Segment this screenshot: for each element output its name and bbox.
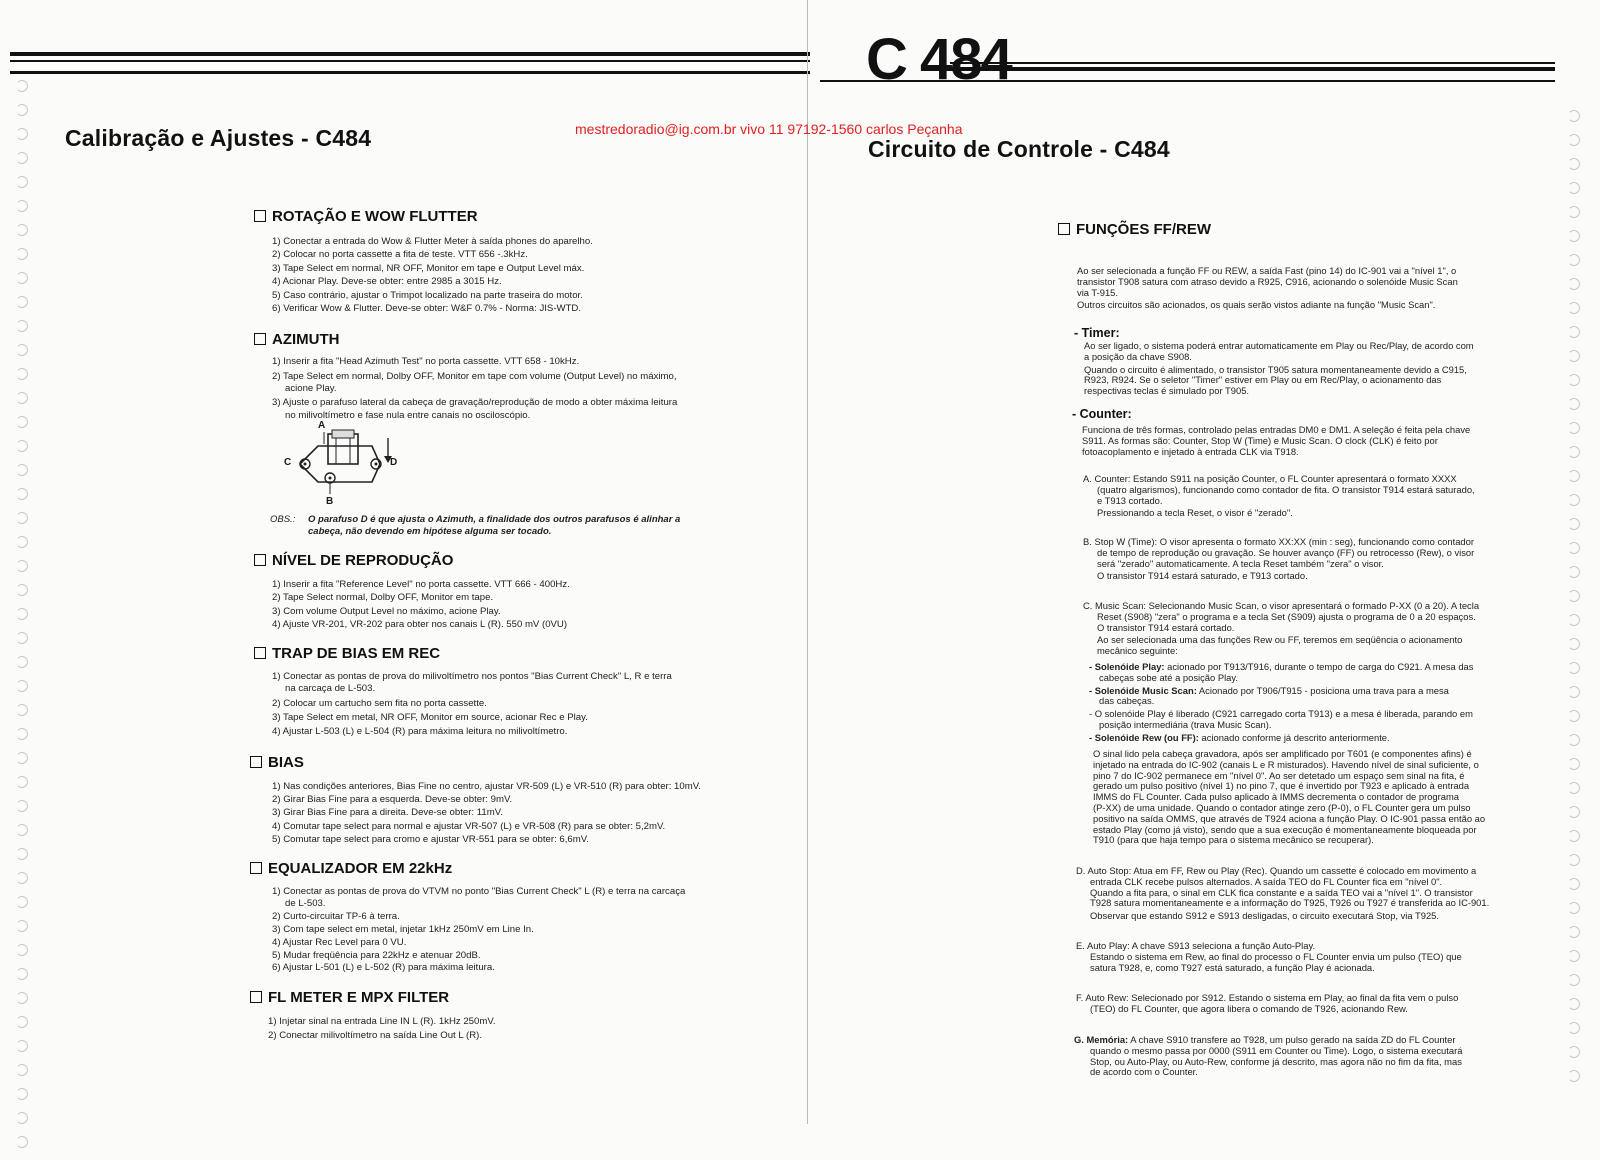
diagram-label-a: A (318, 419, 326, 431)
checkbox-icon (254, 647, 266, 659)
obs-label: OBS.: (270, 513, 296, 525)
section-heading: AZIMUTH (254, 331, 774, 348)
list-item: 2) Girar Bias Fine para a esquerda. Deve-se obter: 9mV. (272, 793, 513, 805)
list-item: 6) Ajustar L-501 (L) e L-502 (R) para máxima leitura. (272, 962, 495, 974)
list-item: 2) Colocar um cartucho sem fita no porta cassette. (272, 698, 487, 710)
timer-paragraph: Ao ser ligado, o sistema poderá entrar automaticamente em Play ou Rec/Play, de acordo com a posição da chave S908. Quando o circuito é alimentado, o transistor T905 satura momentaneamente devido a C915, R923, R924. Se o seletor "Timer" estiver em Play ou em Rec/Play, o acionamento das respectivas teclas é simulado por T905. (1084, 340, 1474, 397)
section-heading: NÍVEL DE REPRODUÇÃO (254, 552, 774, 569)
list-item: 6) Verificar Wow & Flutter. Deve-se obter: W&F 0.7% - Norma: JIS-WTD. (272, 303, 582, 315)
list-item: 2) Colocar no porta cassette a fita de teste. VTT 656 -.3kHz. (272, 249, 528, 261)
list-item: 3) Girar Bias Fine para a direita. Deve-se obter: 11mV. (272, 807, 503, 819)
item-g-label: G. Memória: (1074, 1034, 1129, 1045)
diagram-label-b: B (326, 495, 334, 507)
obs-note (270, 514, 774, 538)
section-heading: TRAP DE BIAS EM REC (254, 645, 774, 662)
brand-logo-text: C 484 (866, 27, 1011, 92)
item-c: C. Music Scan: Selecionando Music Scan, o visor apresentará o formado P-XX (0 a 20). A tecla Reset (S908) "zera" o programa e a tecla Set (S909) ajusta o programa de 0 a 20 espaços. O transistor T914 estará cortado. Ao ser selecionada uma das funções Rew ou FF, teremos em seqüência o acionamento mecânico seguinte: (1083, 600, 1480, 657)
item-d: D. Auto Stop: Atua em FF, Rew ou Play (Rec). Quando um cassette é colocado em movimento a entrada CLK recebe pulsos alternados. A saída TEO do FL Counter fica em "nível 0". Quando a fita para, o sinal em CLK fica constante e a saída TEO vai a "nível 1". O transistor T928 satura momentaneamente e a informação do T925, T926 ou T927 é transferida ao IC-901. Observar que estando S912 e S913 desligadas, o circuito executará Stop, via T925. (1076, 865, 1490, 922)
header-rule-left-thin2 (10, 71, 810, 74)
intro-paragraph: Ao ser selecionada a função FF ou REW, a saída Fast (pino 14) do IC-901 vai a "nível 1", o transistor T908 satura com atraso devido a R925, C916, acionando o solenóide Music Scan via T-915. Outros circuitos são acionados, os quais serão vistos adiante na função "Music Scan". (1077, 265, 1458, 311)
list-item: 5) Caso contrário, ajustar o Trimpot localizado na parte traseira do motor. (272, 289, 583, 301)
head-azimuth-diagram (280, 419, 400, 512)
item-a: A. Counter: Estando S911 na posição Counter, o FL Counter apresentará o formato XXXX (quatro algarismos), funcionando como contador de fita. O transistor T914 estará saturado, e T913 cortado. Pressionando a tecla Reset, o visor é "zerado". (1083, 473, 1475, 519)
binder-holes-right (1568, 110, 1580, 1094)
header-rule-right-thin (950, 62, 1555, 64)
bullet-item: - O solenóide Play é liberado (C921 carregado corta T913) e a mesa é liberada, parando em (1089, 708, 1473, 720)
list-item: 3) Ajuste o parafuso lateral da cabeça de gravação/reprodução de modo a obter máxima leitura (272, 397, 678, 409)
header-rule-right-thick (950, 67, 1555, 71)
obs-text (308, 514, 680, 538)
head-screw-diagram (280, 426, 400, 512)
list-item: 1) Injetar sinal na entrada Line IN L (R). 1kHz 250mV. (268, 1016, 496, 1028)
list-item: 1) Inserir a fita "Reference Level" no porta cassette. VTT 666 - 400Hz. (272, 578, 570, 590)
list-item: 3) Tape Select em normal, NR OFF, Monitor em tape e Output Level máx. (272, 262, 585, 274)
section-list (272, 886, 774, 976)
list-item: 2) Conectar milivoltímetro na saída Line Out L (R). (268, 1029, 482, 1041)
timer-heading: - Timer: (1074, 326, 1120, 340)
section-list (272, 578, 774, 632)
header-rule-left-thick (10, 52, 810, 56)
section-heading: FL METER E MPX FILTER (250, 989, 774, 1006)
checkbox-icon (250, 756, 262, 768)
brand-logo (866, 27, 1011, 92)
list-item: 3) Tape Select em metal, NR OFF, Monitor em source, acionar Rec e Play. (272, 711, 588, 723)
list-item: 4) Ajustar Rec Level para 0 VU. (272, 936, 407, 948)
list-item: 1) Nas condições anteriores, Bias Fine no centro, ajustar VR-509 (L) e VR-510 (R) para obter: 10mV. (272, 780, 701, 792)
left-column (254, 208, 774, 1042)
section-heading: FUNÇÕES FF/REW (1058, 221, 1211, 238)
obs-line: O parafuso D é que ajusta o Azimuth, a finalidade dos outros parafusos é alinhar a (308, 513, 681, 525)
item-f: F. Auto Rew: Selecionado por S912. Estando o sistema em Play, ao final da fita vem o pulso (TEO) do FL Counter, que agora libera o comando de T926, acionando Rew. (1076, 992, 1459, 1014)
list-item: 2) Tape Select normal, Dolby OFF, Monitor em tape. (272, 592, 494, 604)
bullet-item: - Solenóide Play: acionado por T913/T916, durante o tempo de carga do C921. A mesa das (1089, 661, 1474, 672)
header-rule-left-thin (10, 60, 810, 62)
section-list (268, 1015, 774, 1042)
left-page-title: Calibração e Ajustes - C484 (65, 125, 372, 151)
bullet-item: - Solenóide Music Scan: Acionado por T906/T915 - posiciona uma trava para a mesa (1089, 684, 1449, 696)
checkbox-icon (250, 862, 262, 874)
checkbox-icon (250, 991, 262, 1003)
section-heading: EQUALIZADOR EM 22kHz (250, 860, 774, 877)
list-item: 3) Com tape select em metal, injetar 1kHz 250mV em Line In. (272, 923, 534, 935)
list-item: acione Play. (285, 383, 337, 395)
list-item: 4) Ajuste VR-201, VR-202 para obter nos canais L (R). 550 mV (0VU) (272, 619, 568, 631)
section-list (272, 780, 774, 847)
item-b: B. Stop W (Time): O visor apresenta o formato XX:XX (min : seg), funcionando como contador de tempo de reprodução ou gravação. Se houver avanço (FF) ou retrocesso (Rew), o visor será "zerado" automaticamente. A tecla Reset também "zera" o visor. O transistor T914 estará saturado, e T913 cortado. (1083, 536, 1475, 582)
right-page-title: Circuito de Controle - C484 (868, 136, 1170, 162)
list-item: de L-503. (285, 898, 326, 910)
diagram-label-c: C (284, 456, 292, 468)
list-item: 5) Mudar freqüência para 22kHz e atenuar 20dB. (272, 949, 481, 961)
contact-line: mestredoradio@ig.com.br vivo 11 97192-1560 carlos Peçanha (575, 121, 963, 137)
item-c-bullets: - Solenóide Play: acionado por T913/T916, durante o tempo de carga do C921. A mesa das cabeças sobe até a posição Play. - Solenóide Music Scan: Acionado por T906/T915 - posiciona uma trava para a mesa das cabeças. - O solenóide Play é liberado (C921 carregado corta T913) e a mesa é liberada, parando em posição intermediária (trava Music Scan). - Solenóide Rew (ou FF): acionado conforme já descrito anteriormente. (1089, 661, 1474, 743)
page-fold (807, 0, 808, 1124)
item-c-tail: O sinal lido pela cabeça gravadora, após ser amplificado por T601 (e componentes afins) é injetado na entrada do IC-902 (canais L e R misturados). Havendo nível de sinal suficiente, o pino 7 do IC-902 permanece em "nível 0". Ao ser detetado um espaço sem sinal na fita, é gerado um pulso positivo (nível 1) no pino 7, que é invertido por T923 e aplicado à entrada IMMS do FL Counter. Cada pulso aplicado à IMMS decrementa o contador de programa (P-XX) de uma unidade. Quando o contador atinge zero (P-0), o FL Counter gera um pulso positivo na saída OMMS, que através de T924 aciona a função Play. O IC-901 passa então ao estado Play (como já visto), sendo que a sua execução é momentaneamente bloqueada por T910 (para que haja tempo para o sistema mecânico se recuperar). (1093, 748, 1486, 846)
bullet-item: - Solenóide Rew (ou FF): acionado conforme já descrito anteriormente. (1089, 731, 1390, 743)
checkbox-icon (254, 554, 266, 566)
list-item: 1) Conectar as pontas de prova do VTVM no ponto "Bias Current Check" L (R) e terra na carcaça (272, 885, 686, 897)
checkbox-icon (254, 333, 266, 345)
list-item: 1) Inserir a fita "Head Azimuth Test" no porta cassette. VTT 658 - 10kHz. (272, 356, 580, 368)
list-item: 1) Conectar a entrada do Wow & Flutter Meter à saída phones do aparelho. (272, 236, 593, 247)
section-heading: BIAS (250, 754, 774, 771)
obs-line: cabeça, não devendo em hipótese alguma ser tocado. (308, 525, 552, 537)
checkbox-icon (254, 210, 266, 222)
list-item: 2) Curto-circuitar TP-6 à terra. (272, 911, 400, 923)
binder-holes (16, 80, 28, 1160)
list-item: 4) Acionar Play. Deve-se obter: entre 2985 a 3015 Hz. (272, 276, 502, 288)
list-item: 3) Com volume Output Level no máximo, acione Play. (272, 605, 501, 617)
list-item: no milivoltímetro e fase nula entre canais no osciloscópio. (285, 409, 531, 421)
list-item: 1) Conectar as pontas de prova do milivoltímetro nos pontos "Bias Current Check" L, R e terra (272, 670, 672, 682)
checkbox-icon (1058, 223, 1070, 235)
list-item: 4) Ajustar L-503 (L) e L-504 (R) para máxima leitura no milivoltímetro. (272, 725, 568, 737)
list-item: 5) Comutar tape select para cromo e ajustar VR-551 para se obter: 6,6mV. (272, 834, 589, 846)
section-list (272, 671, 774, 739)
section-list (272, 356, 774, 421)
item-g: G. Memória: A chave S910 transfere ao T928, um pulso gerado na saída ZD do FL Counter quando o mesmo passa por 0000 (S911 em Counter ou Time). Logo, o sistema executará Stop, ou Auto-Play, ou Auto-Rew, conforme já descrito, mas agora não no fim da fita, mas de acordo com o Counter. (1074, 1034, 1463, 1078)
item-e: E. Auto Play: A chave S913 seleciona a função Auto-Play. Estando o sistema em Rew, ao final do processo o FL Counter envia um pulso (TEO) que satura T928, e, como T927 está saturado, a função Play é acionada. (1076, 940, 1462, 973)
diagram-label-d: D (390, 456, 398, 468)
list-item: 2) Tape Select em normal, Dolby OFF, Monitor em tape com volume (Output Level) no máximo, (272, 370, 677, 382)
section-heading: ROTAÇÃO E WOW FLUTTER (254, 208, 774, 225)
list-item: na carcaça de L-503. (285, 683, 376, 695)
section-list (272, 235, 774, 315)
counter-heading: - Counter: (1072, 407, 1132, 421)
list-item: 4) Comutar tape select para normal e ajustar VR-507 (L) e VR-508 (R) para se obter: 5,2mV. (272, 820, 666, 832)
counter-paragraph: Funciona de três formas, controlado pelas entradas DM0 e DM1. A seleção é feita pela chave S911. As formas são: Counter, Stop W (Time) e Music Scan. O clock (CLK) é feito por fotoacoplamento e injetado à entrada CLK via T918. (1082, 424, 1471, 457)
